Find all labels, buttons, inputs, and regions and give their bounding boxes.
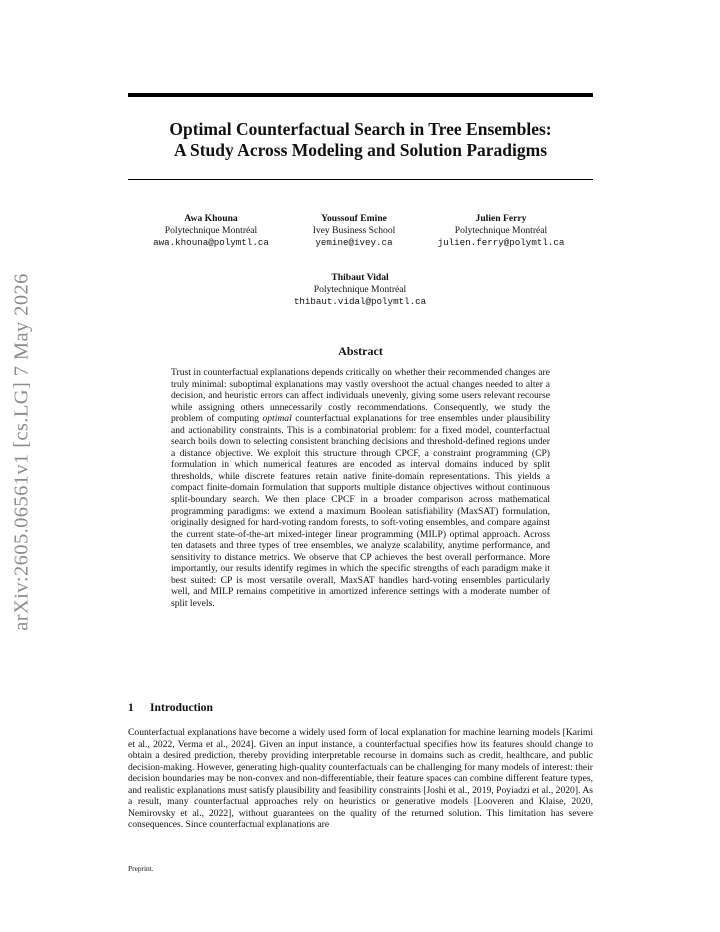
author-email[interactable]: julien.ferry@polymtl.ca <box>437 236 565 248</box>
title-line-2: A Study Across Modeling and Solution Paradigms <box>173 140 548 160</box>
paper-title <box>128 119 593 161</box>
section-heading-introduction <box>128 701 213 714</box>
author-affiliation: Ivey Business School <box>312 224 396 236</box>
author-name: Youssouf Emine <box>321 213 387 224</box>
section-title: Introduction <box>150 701 213 714</box>
author-name: Awa Khouna <box>184 213 238 224</box>
abstract-body <box>171 367 550 609</box>
author-name: Thibaut Vidal <box>331 272 389 283</box>
abstract-text-part-1: Trust in counterfactual explanations depends critically on whether their recommended changes are truly minimal: suboptimal explanations may vastly overshoot the actual changes needed to alter a decision, and heuristic errors can affect individuals unevenly, giving some users relevant recourse while assigning others unnecessarily costly recommendations. Consequently, we study the problem of computing <box>171 367 550 425</box>
author-affiliation: Polytechnique Montréal <box>313 283 407 295</box>
title-bottom-rule <box>128 179 593 180</box>
arxiv-identifier-text: arXiv:2605.06561v1 [cs.LG] 7 May 2026 <box>10 273 33 631</box>
arxiv-identifier-stamp <box>4 262 40 642</box>
author-name: Julien Ferry <box>475 213 527 224</box>
section-number: 1 <box>128 701 134 714</box>
author-block-ferry <box>411 213 591 248</box>
preprint-footer: Preprint. <box>128 864 154 873</box>
abstract-text-part-2: counterfactual explanations for tree ensembles under plausibility and actionability constraints. This is a combinatorial problem: for a fixed model, counterfactual search boils down to selecting consistent branching decisions and threshold-defined regions under a distance objective. We exploit this structure through CPCF, a constraint programming (CP) formulation in which numerical features are encoded as interval domains induced by split thresholds, while discrete features retain native finite-domain representations. This yields a compact finite-domain formulation that supports multiple distance objectives without continuous split-boundary search. We then place CPCF in a broader comparison across mathematical programming paradigms: we extend a maximum Boolean satisfiability (MaxSAT) formulation, originally designed for hard-voting random forests, to soft-voting ensembles, and compare against the current state-of-the-art mixed-integer linear programming (MILP) optimal approach. Across ten datasets and three types of tree ensembles, we analyze scalability, anytime performance, and sensitivity to distance metrics. We observe that CP achieves the best overall performance. More importantly, our results identify regimes in which the specific strengths of each paradigm make it best suited: CP is most versatile overall, MaxSAT handles hard-voting ensembles particularly well, and MILP remains competitive in amortized inference settings with a moderate number of split levels. <box>171 413 550 609</box>
author-email[interactable]: yemine@ivey.ca <box>315 236 393 248</box>
abstract-heading: Abstract <box>338 344 383 358</box>
introduction-paragraph: Counterfactual explanations have become a widely used form of local explanation for machine learning models [Karimi et al., 2022, Verma et al., 2024]. Given an input instance, a counterfactual specifies how its features should change to obtain a desired prediction, thereby providing interpretable recourse in domains such as credit, healthcare, and public decision-making. However, generating high-quality counterfactuals can be challenging for many models of interest: their decision boundaries may be non-convex and non-differentiable, their feature spaces can combine different feature types, and realistic explanations must satisfy plausibility and feasibility constraints [Joshi et al., 2019, Poyiadzi et al., 2020]. As a result, many counterfactual approaches rely on heuristics or generative models [Looveren and Klaise, 2020, Nemirovsky et al., 2022], without guarantees on the quality of the returned solution. This limitation has severe consequences. Since counterfactual explanations are <box>128 727 593 830</box>
abstract-emphasis: optimal <box>262 413 292 425</box>
author-block-vidal <box>270 272 450 307</box>
author-email[interactable]: awa.khouna@polymtl.ca <box>153 236 269 248</box>
title-line-1: Optimal Counterfactual Search in Tree Ensembles: <box>169 119 552 139</box>
author-affiliation: Polytechnique Montréal <box>454 224 548 236</box>
title-top-rule <box>128 93 593 97</box>
author-affiliation: Polytechnique Montréal <box>164 224 258 236</box>
author-email[interactable]: thibaut.vidal@polymtl.ca <box>293 295 427 307</box>
